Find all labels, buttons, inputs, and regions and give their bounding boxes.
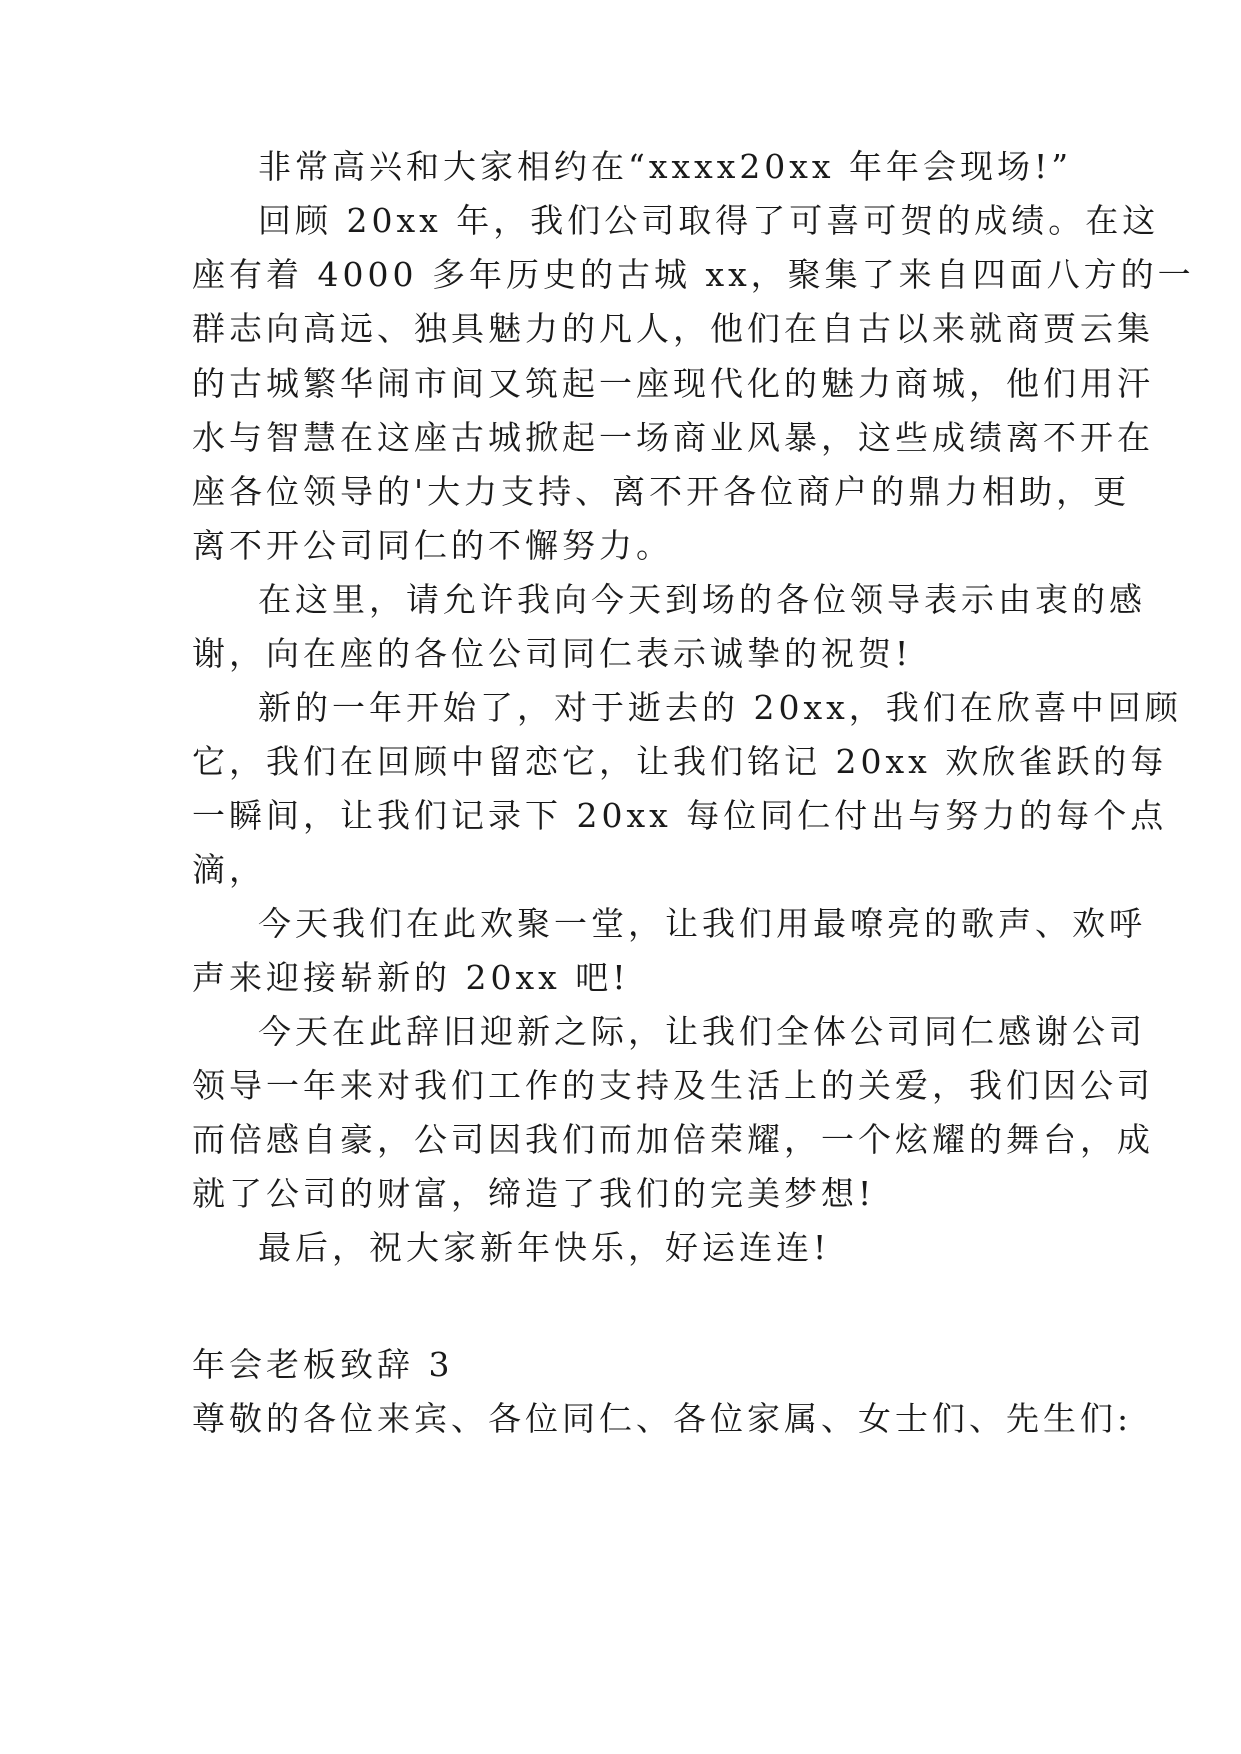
paragraph-line: 而倍感自豪，公司因我们而加倍荣耀，一个炫耀的舞台，成 [192,1120,1154,1159]
paragraph-line: 座有着 4000 多年历史的古城 xx，聚集了来自四面八方的一 [192,255,1195,294]
paragraph-line: 今天在此辞旧迎新之际，让我们全体公司同仁感谢公司 [258,1012,1146,1051]
paragraph-line: 座各位领导的'大力支持、离不开各位商户的鼎力相助，更 [192,472,1131,511]
paragraph-line: 水与智慧在这座古城掀起一场商业风暴，这些成绩离不开在 [192,418,1154,457]
paragraph-line: 一瞬间，让我们记录下 20xx 每位同仁付出与努力的每个点 [192,796,1168,835]
paragraph-line: 滴， [192,850,266,889]
paragraph-line: 它，我们在回顾中留恋它，让我们铭记 20xx 欢欣雀跃的每 [192,742,1168,781]
paragraph-line: 新的一年开始了，对于逝去的 20xx，我们在欣喜中回顾 [258,688,1182,727]
section-title: 年会老板致辞 3 [192,1345,454,1384]
paragraph-line: 的古城繁华闹市间又筑起一座现代化的魅力商城，他们用汗 [192,364,1154,403]
paragraph-line: 最后，祝大家新年快乐，好运连连! [258,1228,831,1267]
paragraph-line: 在这里，请允许我向今天到场的各位领导表示由衷的感 [258,580,1146,619]
paragraph-line: 群志向高远、独具魅力的凡人，他们在自古以来就商贾云集 [192,309,1154,348]
paragraph-line: 谢，向在座的各位公司同仁表示诚挚的祝贺! [192,634,913,673]
paragraph-line: 回顾 20xx 年，我们公司取得了可喜可贺的成绩。在这 [258,201,1160,240]
paragraph-line: 声来迎接崭新的 20xx 吧! [192,958,630,997]
paragraph-line: 领导一年来对我们工作的支持及生活上的关爱，我们因公司 [192,1066,1154,1105]
paragraph-line: 非常高兴和大家相约在“xxxx20xx 年年会现场!” [258,147,1073,186]
paragraph-line: 今天我们在此欢聚一堂，让我们用最嘹亮的歌声、欢呼 [258,904,1146,943]
salutation: 尊敬的各位来宾、各位同仁、各位家属、女士们、先生们: [192,1399,1133,1438]
paragraph-line: 离不开公司同仁的不懈努力。 [192,526,673,565]
paragraph-line: 就了公司的财富，缔造了我们的完美梦想! [192,1174,876,1213]
